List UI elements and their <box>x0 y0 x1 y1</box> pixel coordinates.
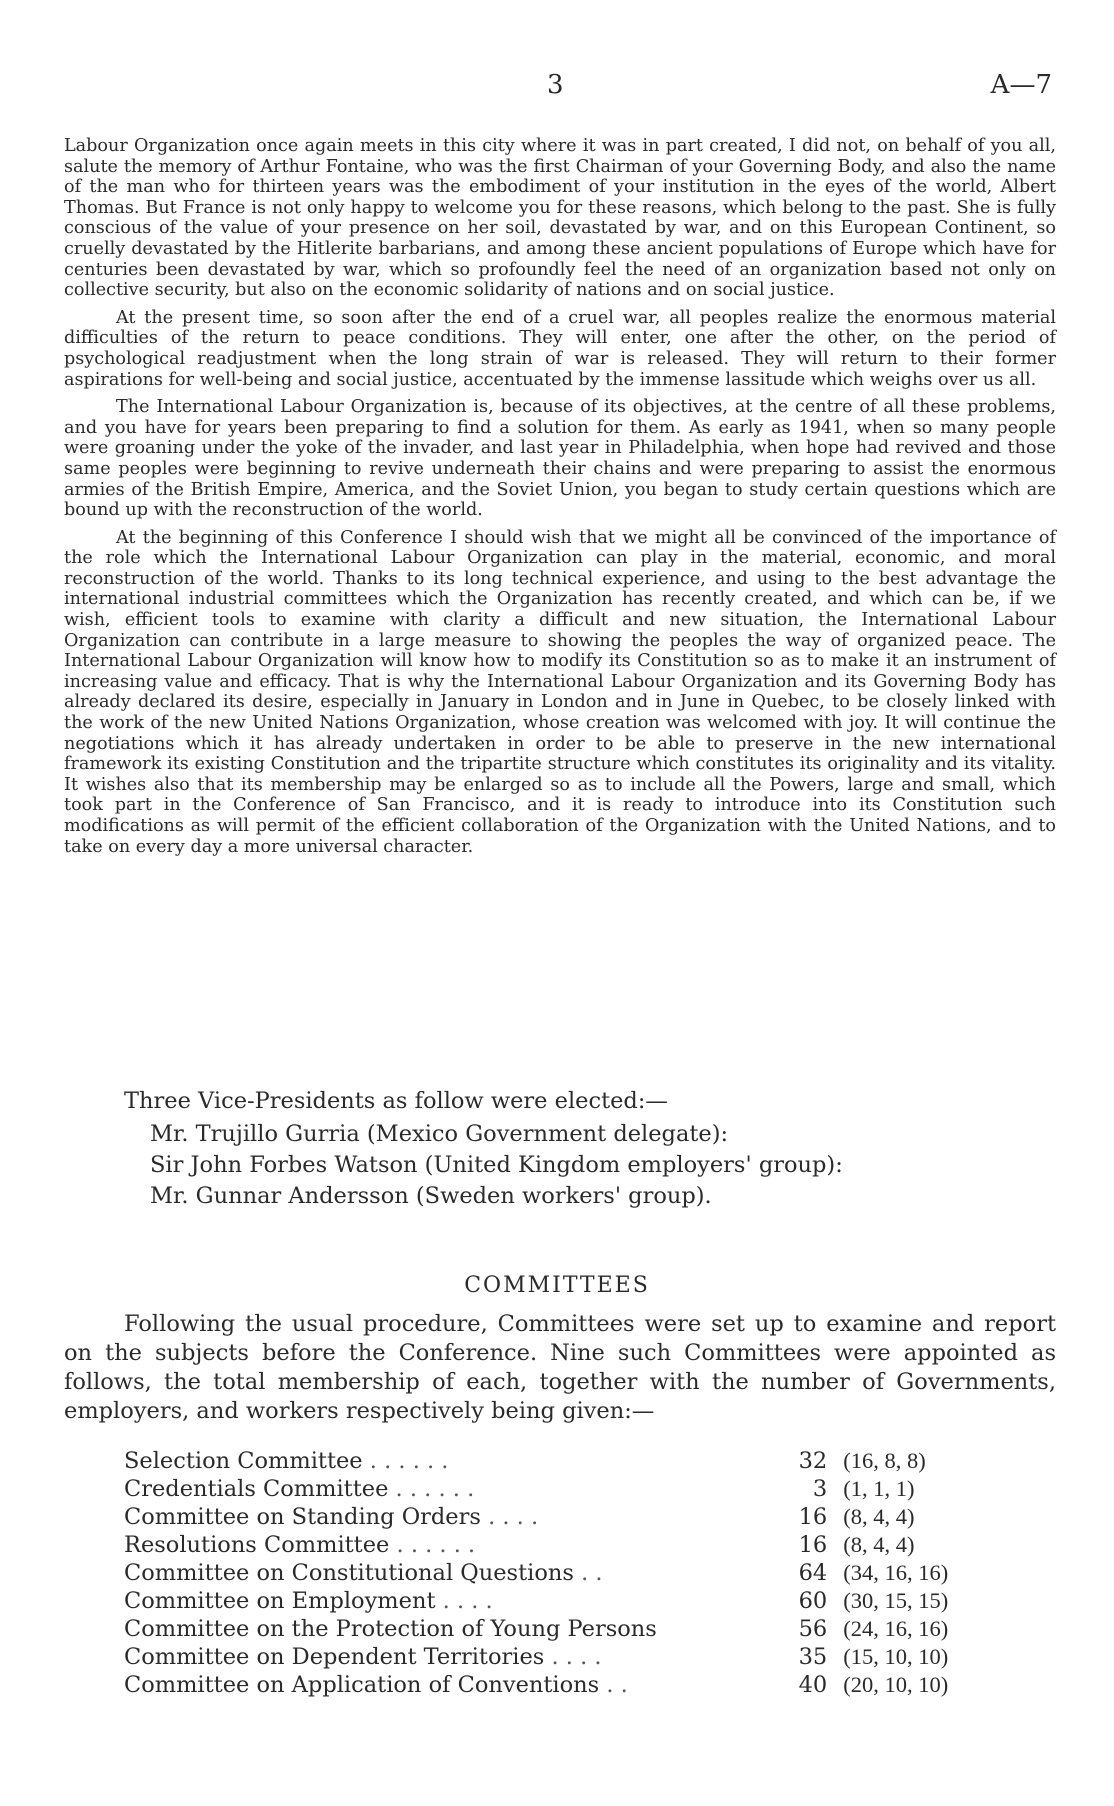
leader-dots: . . <box>573 1560 603 1586</box>
leader-dots: . . . . <box>480 1504 539 1530</box>
speech-paragraph: At the beginning of this Conference I should wish that we might all be convinced of the importance of the role which the International Labour Organization can play in the material, economic, and moral reconstruction of the world. Thanks to its long technical experience, and using to the best advantage the international industrial committees which the Organization has recently created, and which can be, if we wish, efficient tools to examine with clarity a difficult and new situation, the International Labour Organization can contribute in a large measure to showing the peoples the way of organized peace. The International Labour Organization will know how to modify its Constitution so as to make it an instrument of increasing value and efficacy. That is why the International Labour Organization and its Governing Body has already declared its desire, especially in January in London and in June in Quebec, to be closely linked with the work of the new United Nations Organization, whose creation was welcomed with joy. It will continue the negotiations which it has already undertaken in order to be able to preserve in the new international framework its existing Constitution and the tripartite structure which constitutes its originality and its vitality. It wishes also that its membership may be enlarged so as to include all the Powers, large and small, which took part in the Conference of San Francisco, and it is ready to introduce into its Constitution such modifications as will permit of the efficient collaboration of the Organization with the United Nations, and to take on every day a more universal character. <box>64 527 1056 857</box>
page-number: 3 <box>547 70 564 100</box>
vice-president-item: Mr. Gunnar Andersson (Sweden workers' group). <box>150 1183 712 1209</box>
table-row <box>124 1503 1014 1531</box>
committee-total: 40 <box>798 1672 828 1698</box>
committee-name: Resolutions Committee <box>124 1532 390 1558</box>
table-row <box>124 1587 1014 1615</box>
leader-dots: . . . . . . <box>362 1448 449 1474</box>
speech-paragraph: At the present time, so soon after the end of a cruel war, all peoples realize the enormous material difficulties of the return to peace conditions. They will enter, one after the other, on the period of psychological readjustment when the long strain of war is released. They will return to their former aspirations for well-being and social justice, accentuated by the immense lassitude which weighs over us all. <box>64 307 1056 390</box>
committee-total: 3 <box>812 1476 828 1502</box>
committee-name: Committee on Constitutional Questions <box>124 1560 574 1586</box>
committees-intro: Following the usual procedure, Committees were set up to examine and report on the subjects before the Conference. Nine such Committees were appointed as follows, the total membership of each, together with the number of Governments, employers, and workers respectively being given:— <box>64 1311 1056 1424</box>
committee-split: (8, 4, 4) <box>843 1532 915 1557</box>
page-header <box>0 70 1114 110</box>
committee-split: (15, 10, 10) <box>843 1644 949 1669</box>
committee-name: Committee on Standing Orders <box>124 1504 481 1530</box>
committee-split: (34, 16, 16) <box>843 1560 949 1585</box>
vice-president-item: Mr. Trujillo Gurria (Mexico Government delegate): <box>150 1121 729 1147</box>
table-row <box>124 1447 1014 1475</box>
page-code: A—7 <box>990 70 1052 100</box>
table-row <box>124 1643 1014 1671</box>
committee-name: Committee on Employment <box>124 1588 436 1614</box>
committee-name: Committee on Application of Conventions <box>124 1672 600 1698</box>
leader-dots: . . . . . . <box>388 1476 475 1502</box>
leader-dots: . . <box>599 1672 628 1698</box>
table-row <box>124 1531 1014 1559</box>
committee-name: Committee on the Protection of Young Persons <box>124 1616 657 1642</box>
leader-dots: . . . . <box>435 1588 493 1614</box>
leader-dots: . . . . . . <box>389 1532 476 1558</box>
committee-total: 60 <box>798 1588 828 1614</box>
speech-paragraph: Labour Organization once again meets in this city where it was in part created, I did not, on behalf of you all, salute the memory of Arthur Fontaine, who was the first Chairman of your Governing Body, and also the name of the man who for thirteen years was the embodiment of your institution in the eyes of the world, Albert Thomas. But France is not only happy to welcome you for these reasons, which belong to the past. She is fully conscious of the value of your presence on her soil, devastated by war, and on this European Continent, so cruelly devastated by the Hitlerite barbarians, and among these ancient populations of Europe which have for centuries been devastated by war, which so profoundly feel the need of an organization based not only on collective security, but also on the economic solidarity of nations and on social justice. <box>64 136 1056 301</box>
committee-name: Selection Committee <box>124 1448 363 1474</box>
committee-total: 35 <box>798 1644 828 1670</box>
committee-name: Committee on Dependent Territories <box>124 1644 545 1670</box>
committees-table <box>124 1447 1014 1699</box>
speech-paragraph: The International Labour Organization is, because of its objectives, at the centre of all these problems, and you have for years been preparing to find a solution for them. As early as 1941, when so many people were groaning under the yoke of the invader, and last year in Philadelphia, when hope had revived and those same peoples were beginning to revive underneath their chains and were preparing to assist the enormous armies of the British Empire, America, and the Soviet Union, you began to study certain questions which are bound up with the reconstruction of the world. <box>64 397 1056 521</box>
vice-presidents-section <box>124 1086 1024 1212</box>
table-row <box>124 1475 1014 1503</box>
committees-heading: COMMITTEES <box>464 1273 650 1298</box>
committee-split: (30, 15, 15) <box>843 1588 949 1613</box>
committee-total: 16 <box>798 1504 828 1530</box>
leader-dots: . . . . <box>544 1644 602 1670</box>
committee-split: (8, 4, 4) <box>843 1504 915 1529</box>
committee-total: 56 <box>798 1616 828 1642</box>
vice-president-item: Sir John Forbes Watson (United Kingdom employers' group): <box>150 1152 843 1178</box>
committee-total: 32 <box>798 1448 828 1474</box>
committee-split: (1, 1, 1) <box>843 1476 915 1501</box>
committee-split: (20, 10, 10) <box>843 1672 949 1697</box>
committee-split: (16, 8, 8) <box>843 1448 926 1473</box>
committee-total: 64 <box>798 1560 828 1586</box>
table-row <box>124 1615 1014 1643</box>
vice-presidents-intro: Three Vice-Presidents as follow were elected:— <box>124 1088 668 1114</box>
table-row <box>124 1559 1014 1587</box>
speech-text <box>64 136 1056 864</box>
vice-presidents-list <box>150 1119 1024 1212</box>
committee-split: (24, 16, 16) <box>843 1616 949 1641</box>
committee-total: 16 <box>798 1532 828 1558</box>
committee-name: Credentials Committee <box>124 1476 389 1502</box>
table-row <box>124 1671 1014 1699</box>
